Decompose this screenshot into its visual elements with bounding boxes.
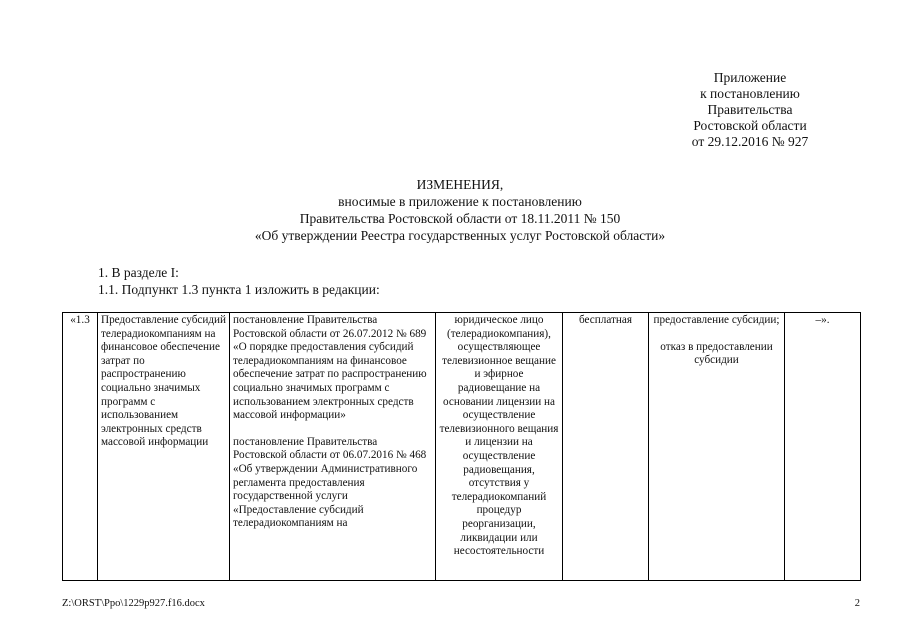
- appendix-line: к постановлению: [700, 86, 800, 101]
- footer-page-number: 2: [854, 598, 860, 609]
- changes-table: [62, 312, 861, 581]
- legal-basis-1: постановление Правительства Ростовской области от 26.07.2012 № 689 «О порядке предоставления субсидий телерадиокомпаниям на финансовое обеспечение затрат по распространению социально значимых программ с использованием электронных средств массовой информации»: [233, 314, 427, 422]
- footer-file-path: Z:\ORST\Ppo\1229p927.f16.docx: [62, 598, 205, 609]
- cell-number: «1.3: [63, 313, 98, 581]
- result-2: отказ в предоставлении субсидии: [660, 340, 773, 367]
- cell-legal-basis: [230, 313, 436, 581]
- appendix-line: от 29.12.2016 № 927: [691, 134, 809, 149]
- paragraph-subsection: 1.1. Подпункт 1.3 пункта 1 изложить в редакции:: [98, 282, 380, 297]
- appendix-line: Ростовской области: [693, 118, 807, 133]
- document-heading: [180, 176, 740, 244]
- heading-title: ИЗМЕНЕНИЯ,: [416, 177, 504, 192]
- heading-line: вносимые в приложение к постановлению: [338, 194, 582, 209]
- appendix-line: Правительства: [707, 102, 793, 117]
- paragraph-section: 1. В разделе I:: [98, 265, 179, 280]
- cell-result: [649, 313, 785, 581]
- result-1: предоставление субсидии;: [653, 314, 780, 326]
- cell-cost: бесплатная: [563, 313, 649, 581]
- cell-recipient: юридическое лицо (телерадиокомпания), осуществляющее телевизионное вещание и эфирное радиовещание на основании лицензии на осуществление телевизионного вещания и лицензии на осуществление радиовещания, отсутствия у телерадиокомпаний процедур реорганизации, ликвидации или несостоятельности: [436, 313, 563, 581]
- appendix-line: Приложение: [713, 70, 787, 85]
- cell-closing: –».: [785, 313, 861, 581]
- heading-line: Правительства Ростовской области от 18.11.2011 № 150: [299, 211, 621, 226]
- cell-service-name: Предоставление субсидий телерадиокомпаниям на финансовое обеспечение затрат по распространению социально значимых программ с использованием электронных средств массовой информации: [98, 313, 230, 581]
- heading-line: «Об утверждении Реестра государственных услуг Ростовской области»: [254, 228, 666, 243]
- table-row: [63, 313, 861, 581]
- legal-basis-2: постановление Правительства Ростовской области от 06.07.2016 № 468 «Об утверждении Административного регламента предоставления государственной услуги «Предоставление субсидий телерадиокомпаниям на: [233, 435, 427, 530]
- appendix-block: [660, 70, 840, 150]
